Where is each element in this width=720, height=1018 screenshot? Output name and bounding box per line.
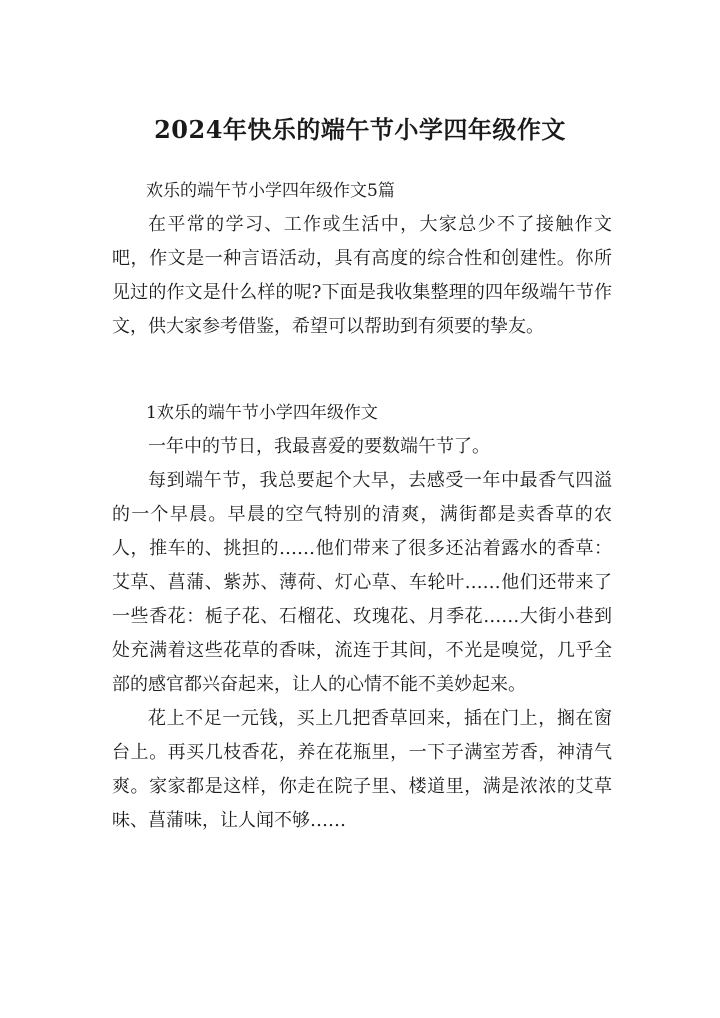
body-paragraph: 一年中的节日，我最喜爱的要数端午节了。: [148, 436, 490, 457]
document-body: [112, 174, 612, 838]
body-paragraph: 每到端午节，我总要起个大早，去感受一年中最香气四溢的一个早晨。早晨的空气特别的清爽，满街都是卖香草的农人，推车的、挑担的……他们带来了很多还沾着露水的香草：艾草、菖蒲、紫苏、薄荷、灯心草、车轮叶……他们还带来了一些香花：栀子花、石榴花、玫瑰花、月季花……大街小巷到处充满着这些花草的香味，流连于其间，不光是嗅觉，几乎全部的感官都兴奋起来，让人的心情不能不美妙起来。: [112, 470, 612, 695]
body-paragraph: 花上不足一元钱，买上几把香草回来，插在门上，搁在窗台上。再买几枝香花，养在花瓶里，一下子满室芳香，神清气爽。家家都是这样，你走在院子里、楼道里，满是浓浓的艾草味、菖蒲味，让人闻不够……: [112, 708, 612, 831]
document-subtitle: 欢乐的端午节小学四年级作文5篇: [146, 181, 395, 201]
intro-paragraph: 在平常的学习、工作或生活中，大家总少不了接触作文吧，作文是一种言语活动，具有高度的综合性和创建性。你所见过的作文是什么样的呢?下面是我收集整理的四年级端午节作文，供大家参考借鉴，希望可以帮助到有须要的挚友。: [112, 214, 612, 337]
document-title: 2024年快乐的端午节小学四年级作文: [154, 115, 566, 144]
section-heading: 1欢乐的端午节小学四年级作文: [146, 403, 378, 423]
